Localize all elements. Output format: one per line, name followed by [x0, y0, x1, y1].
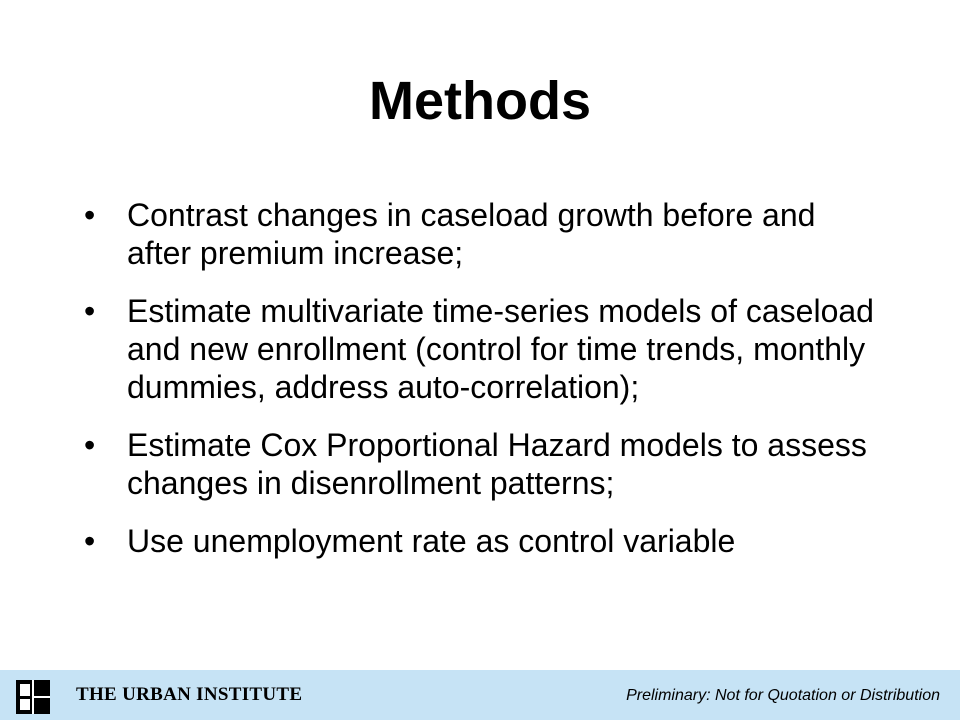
footer-bar [0, 670, 960, 720]
bullet-text: Use unemployment rate as control variable [127, 523, 736, 559]
bullet-marker: • [84, 293, 96, 329]
slide-title: Methods [369, 71, 591, 131]
bullet-list [84, 196, 884, 580]
bullet-marker: • [84, 523, 96, 559]
bullet-item [84, 522, 884, 560]
bullet-text: Estimate Cox Proportional Hazard models to assess changes in disenrollment patterns; [127, 427, 867, 501]
bullet-text: Contrast changes in caseload growth before and after premium increase; [127, 197, 816, 271]
organization-name: THE URBAN INSTITUTE [76, 684, 303, 705]
bullet-item [84, 196, 884, 272]
bullet-marker: • [84, 197, 96, 233]
bullet-text: Estimate multivariate time-series models of caseload and new enrollment (control for time trends, monthly dummies, address auto-correlation); [127, 293, 874, 405]
disclaimer-text: Preliminary: Not for Quotation or Distribution [626, 687, 940, 704]
bullet-marker: • [84, 427, 96, 463]
bullet-item [84, 426, 884, 502]
bullet-item [84, 292, 884, 406]
urban-institute-logo-icon [16, 680, 50, 714]
